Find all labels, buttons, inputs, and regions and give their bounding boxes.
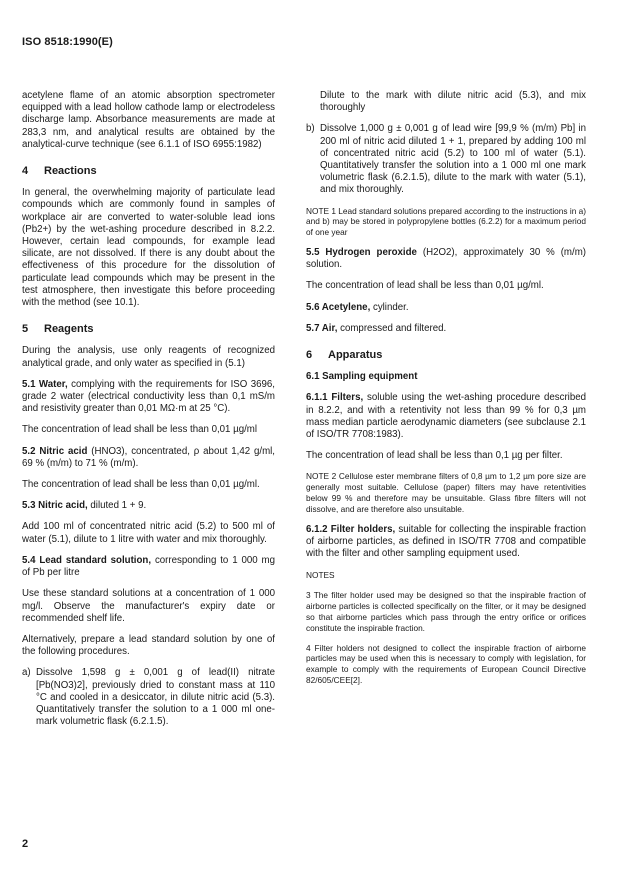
procedure-a-continued [306,90,586,114]
clause-heading: 6.1.2 Filter holders, [306,523,396,535]
section-title: Apparatus [328,349,383,362]
clause-6-1-1 [306,392,586,441]
right-column [306,90,586,695]
section-title: Reagents [44,323,94,336]
clause-heading: 5.7 Air, [306,322,338,334]
clause-heading: 5.5 Hydrogen peroxide [306,247,417,259]
clause-heading: 5.4 Lead standard solution, [22,554,152,566]
left-column [22,90,275,737]
clause-text: soluble using the wet-ashing procedure described in 8.2.2, and with a retentivity not less than 99 % for 0,3 µm mass median particle aerodynamic diameters (see subclause 2.1 of ISO/TR 7708:1983). [306,392,586,441]
clause-heading: 5.2 Nitric acid [22,445,88,457]
reagents-paragraph: During the analysis, use only reagents of recognized analytical grade, and only water as specified in (5.1) [22,345,275,369]
page-number: 2 [22,838,29,850]
document-header: ISO 8518:1990(E) [22,36,113,48]
clause-5-5-concentration: The concentration of lead shall be less than 0,01 µg/ml. [306,280,544,292]
clause-text: corresponding to 1 000 mg of Pb per litre [22,554,275,579]
clause-5-6 [306,302,586,314]
reactions-paragraph: In general, the overwhelming majority of particulate lead compounds which are commonly found in samples of workplace air are converted to water-soluble lead ions (Pb2+) by the wet-ashing procedure described in 8.2.2. However, certain lead compounds, for example lead silicate, are not dissolved. If there is any doubt about the effectiveness of this procedure for the dissolution of particulate lead compounds which may be present in the test atmosphere, then investigate this before proceeding with the method (see 10.1). [22,187,275,309]
clause-heading: 5.6 Acetylene, [306,301,371,313]
clause-text: (H2O2), approximately 30 % (m/m) solution. [306,247,586,271]
clause-heading: 6.1.1 Filters, [306,392,364,404]
clause-5-2-concentration: The concentration of lead shall be less than 0,01 µg/ml. [22,479,260,491]
section-number: 6 [306,349,313,362]
clause-5-2 [22,446,275,470]
procedure-a [22,667,275,728]
clause-text: (HNO3), concentrated, ρ about 1,42 g/ml, 69 % (m/m) to 71 % (m/m). [22,445,276,469]
clause-6-1-heading: 6.1 Sampling equipment [306,371,418,383]
note-2: NOTE 2 Cellulose ester membrane filters of 0,8 µm to 1,2 µm pore size are generally most suitable. Cellulose (paper) filters may have retentivities below 99 % and therefore may be unsuitable. Glass fibre filters will not dissolve, and are therefore also unsuitable. [306,471,586,514]
note-1: NOTE 1 Lead standard solutions prepared according to the instructions in a) and b) may be stored in polypropylene bottles (6.2.2) for a maximum period of one year [306,205,586,238]
clause-text: cylinder. [372,301,409,313]
notes-title: NOTES [306,570,335,581]
section-title: Reactions [44,165,97,178]
clause-text: compressed and filtered. [340,322,447,334]
list-text: Dilute to the mark with dilute nitric acid (5.3), and mix thoroughly [320,90,586,114]
list-text: Dissolve 1,000 g ± 0,001 g of lead wire [99,9 % (m/m) Pb] in 200 ml of nitric acid diluted 1 + 1, prepared by adding 100 ml of concentrated nitric acid (5.2) to 100 ml of water (5.1). Quantitatively transfer the solution into a 1 000 ml one mark volumetric flask (6.2.1.5), dilute to the mark with water (5.1), and mix thoroughly. [320,123,586,196]
clause-text: complying with the requirements for ISO 3696, grade 2 water (electrical conductivity less than 0,1 mS/m and resistivity greater than 0,01 MΩ·m at 25 °C). [22,378,275,415]
clause-5-3-preparation: Add 100 ml of concentrated nitric acid (5.2) to 500 ml of water (5.1), dilute to 1 litre with water and mix thoroughly. [22,521,275,545]
section-number: 4 [22,165,29,178]
list-text: Dissolve 1,598 g ± 0,001 g of lead(II) nitrate [Pb(NO3)2], previously dried to constant mass at 110 °C and cooled in a desiccator, in dilute nitric acid (5.3). Quantitatively transfer the solution to a 1 000 ml one-mark volumetric flask (6.2.1.5). [36,667,275,728]
procedure-b [306,123,586,196]
clause-heading: 5.1 Water, [22,378,68,390]
clause-5-3 [22,500,275,512]
section-4-heading [22,165,275,177]
note-3: 3 The filter holder used may be designed so that the inspirable fraction of airborne particles is collected specifically on the filter, or it may be designed so that airborne particles which pass through the entry orifice or orifices constitute the inspirable fraction. [306,590,586,633]
intro-paragraph: acetylene flame of an atomic absorption spectrometer equipped with a lead hollow cathode lamp or electrodeless discharge lamp. Absorbance measurements are made at 283,3 nm, and analytical results are obtained by the analytical-curve technique (see 6.1.1 of ISO 6955:1982) [22,90,275,150]
clause-5-4-usage: Use these standard solutions at a concentration of 1 000 mg/l. Observe the manufacturer's expiry date or recommended shelf life. [22,588,275,624]
section-6-heading [306,349,586,361]
clause-heading: 5.3 Nitric acid, [22,500,88,512]
clause-5-1 [22,379,275,416]
section-number: 5 [22,323,29,336]
note-4: 4 Filter holders not designed to collect the inspirable fraction of airborne particles may be used when this is necessary to comply with legislation, for example to comply with the requirements of European Council Directive 82/605/CEE[2]. [306,642,586,686]
clause-5-4 [22,555,275,579]
clause-6-1-1-concentration: The concentration of lead shall be less than 0,1 µg per filter. [306,450,563,462]
clause-6-1-2 [306,524,586,561]
clause-text: diluted 1 + 9. [90,500,147,512]
clause-text: suitable for collecting the inspirable fraction of airborne particles, as defined in ISO/TR 7708 and compatible with the filter and other sampling equipment used. [306,523,586,560]
list-label: a) [22,667,31,679]
section-5-heading [22,323,275,335]
clause-5-4-alternative: Alternatively, prepare a lead standard solution by one of the following procedures. [22,633,275,658]
list-label: b) [306,123,315,135]
clause-5-5 [306,247,586,271]
clause-5-1-concentration: The concentration of lead shall be less than 0,01 µg/ml [22,424,257,436]
clause-5-7 [306,323,586,335]
